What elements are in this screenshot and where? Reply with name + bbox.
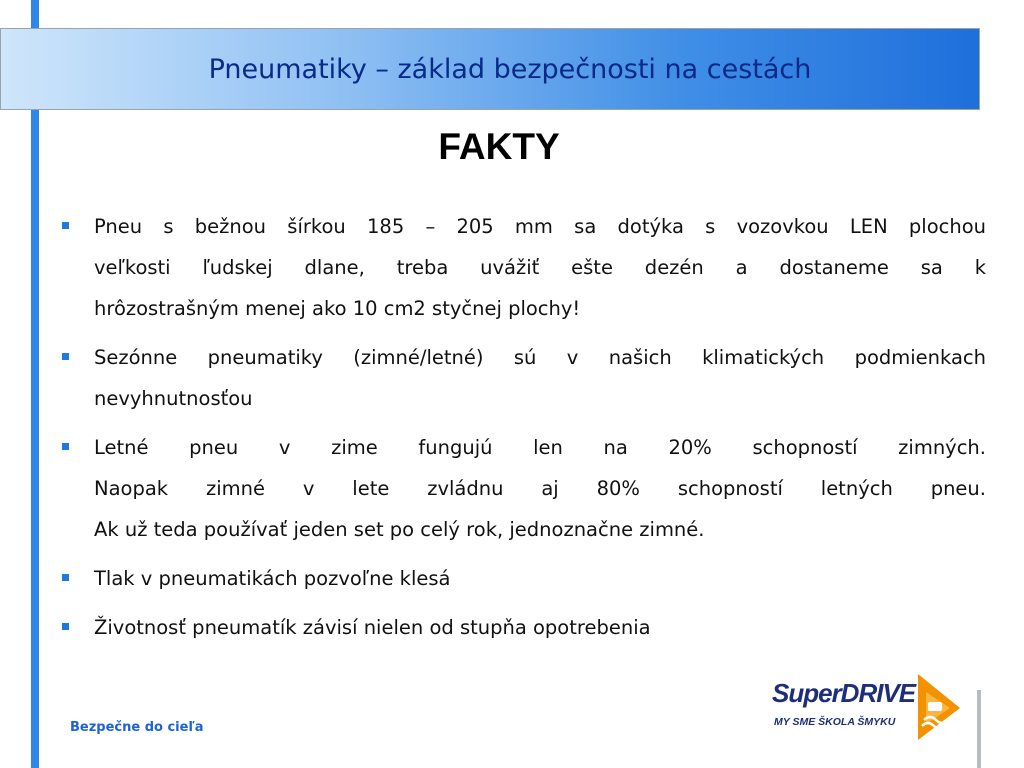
superdrive-logo [768,672,963,744]
logo-wordmark: SuperDRIVE [772,678,916,708]
bullet-list [62,206,986,656]
bullet-item [62,206,986,329]
left-accent-stripe [31,0,39,768]
square-bullet-icon [62,353,69,360]
bullet-line: Ak už teda používať jeden set po celý rok, jednoznačne zimné. [94,518,705,541]
bullet-item [62,337,986,419]
square-bullet-icon [62,623,69,630]
slide-title: Pneumatiky – základ bezpečnosti na cestách [208,53,812,85]
bullet-item [62,427,986,550]
bullet-line: veľkosti ľudskej dlane, treba uvážiť ešte dezén a dostaneme sa k [94,256,986,279]
bullet-line: nevyhnutnosťou [94,387,253,410]
skid-warning-sign-icon [900,672,962,742]
bullet-line: Pneu s bežnou šírkou 185 – 205 mm sa dotýka s vozovkou LEN plochou [94,215,986,238]
square-bullet-icon [62,574,69,581]
section-heading: FAKTY [438,126,560,167]
bullet-line: hrôzostrašným menej ako 10 cm2 styčnej plochy! [94,297,581,320]
bullet-line: Letné pneu v zime fungujú len na 20% schopností zimných. [94,436,986,459]
bullet-line: Životnosť pneumatík závisí nielen od stupňa opotrebenia [94,616,651,639]
bullet-line: Naopak zimné v lete zvládnu aj 80% schopností letných pneu. [94,477,986,500]
bullet-item [62,607,986,648]
bullet-line: Tlak v pneumatikách pozvoľne klesá [94,567,451,590]
footer-divider [977,690,981,768]
bullet-line: Sezónne pneumatiky (zimné/letné) sú v našich klimatických podmienkach [94,346,986,369]
square-bullet-icon [62,443,69,450]
logo-tagline: MY SME ŠKOLA ŠMYKU [774,716,896,728]
square-bullet-icon [62,222,69,229]
footer-slogan: Bezpečne do cieľa [70,720,204,735]
bullet-item [62,558,986,599]
